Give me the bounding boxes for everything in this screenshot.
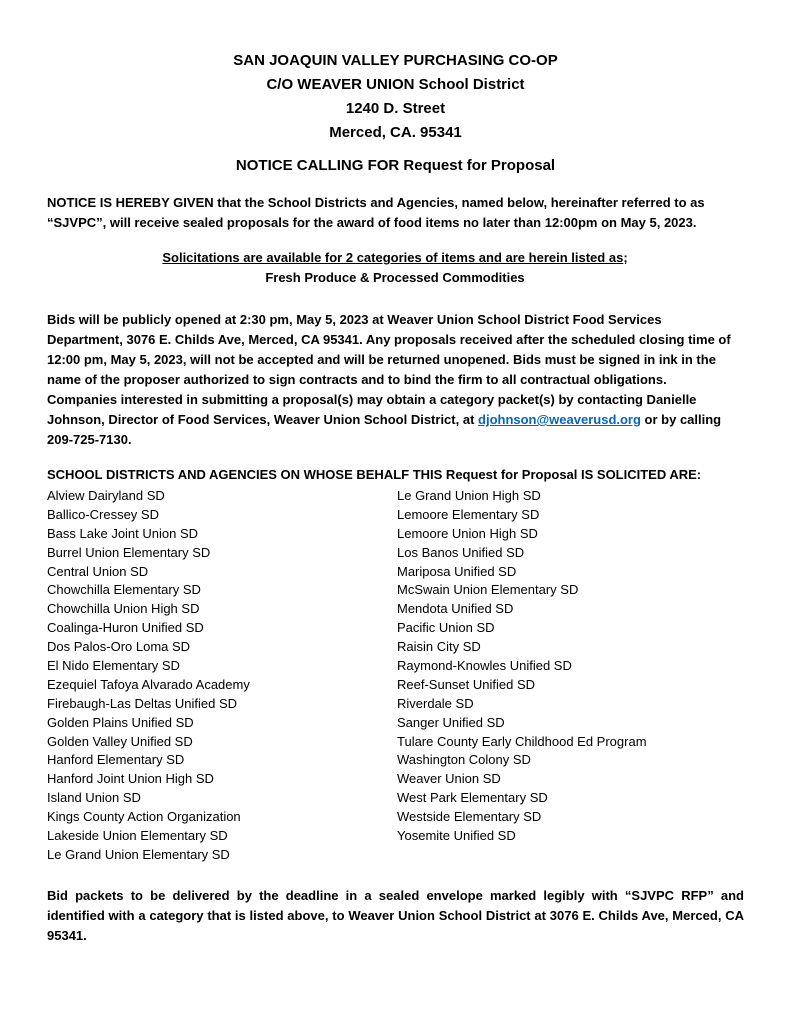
org-name: SAN JOAQUIN VALLEY PURCHASING CO-OP (233, 52, 558, 69)
org-care-of: C/O WEAVER UNION School District (266, 76, 525, 93)
district-list-item: Firebaugh-Las Deltas Unified SD (47, 695, 238, 711)
bid-text: Bids will be publicly opened at 2:30 pm, May 5, 2023 at Weaver Union School District Food Services Department, 3076 E. Childs Ave, Merced, CA 95341. Any proposals received after the scheduled closing time of 12:00 pm, May 5, 2023, will not be accepted and will be returned unopened. Bids must be signed in ink in the name of the proposer authorized to sign contracts and to bind the firm to all contractual obligations. Companies interested in submitting a proposal(s) may obtain a category packet(s) by contacting Danielle Johnson, Director of Food Services, Weaver Union School District, at (47, 312, 731, 427)
district-list-item: Riverdale SD (397, 695, 474, 711)
org-city: Merced, CA. 95341 (329, 124, 462, 141)
district-list-item: Hanford Elementary SD (47, 752, 185, 768)
notice-title: NOTICE CALLING FOR Request for Proposal (235, 157, 556, 174)
district-list-item: Mendota Unified SD (397, 601, 514, 617)
district-list-item: Burrel Union Elementary SD (47, 544, 211, 560)
closing-paragraph: Bid packets to be delivered by the deadline in a sealed envelope marked legibly with “SJVPC RFP” and identified with a category that is listed above, to Weaver Union School District at 3076 E. Childs Ave, Merced, CA 95341. (47, 888, 744, 943)
district-list-item: McSwain Union Elementary SD (397, 582, 579, 598)
district-list-item: Raisin City SD (397, 639, 481, 655)
district-list-item: Central Union SD (47, 563, 149, 579)
district-list-item: Golden Plains Unified SD (47, 714, 194, 730)
district-list-item: Dos Palos-Oro Loma SD (47, 639, 191, 655)
district-list-column-2 (397, 487, 757, 846)
district-list-item: Sanger Unified SD (397, 714, 505, 730)
district-list-item: Lemoore Elementary SD (397, 506, 540, 522)
district-list-item: Lakeside Union Elementary SD (47, 828, 228, 844)
solicitation-block (47, 248, 743, 288)
district-list-item: Le Grand Union High SD (397, 488, 541, 503)
district-list-item: Westside Elementary SD (397, 809, 542, 825)
district-list-item: Island Union SD (47, 790, 141, 806)
district-list-item: Mariposa Unified SD (397, 563, 517, 579)
document-header (0, 49, 791, 145)
district-list-item: Hanford Joint Union High SD (47, 771, 214, 787)
org-street: 1240 D. Street (345, 100, 446, 117)
district-list-item: Pacific Union SD (397, 620, 495, 636)
solicitation-suffix: ; (623, 250, 628, 265)
district-list-item: El Nido Elementary SD (47, 658, 180, 674)
bid-text-end: or by calling 209-725-7130. (47, 412, 722, 447)
district-list-item: Reef-Sunset Unified SD (397, 676, 536, 692)
district-list-item: Chowchilla Elementary SD (47, 582, 201, 598)
email-link[interactable]: djohnson@weaverusd.org (478, 412, 641, 427)
solicitation-categories: Fresh Produce & Processed Commodities (265, 270, 525, 285)
district-list-item: Golden Valley Unified SD (47, 733, 193, 749)
solicitation-line (47, 248, 743, 268)
district-list-item: Chowchilla Union High SD (47, 601, 200, 617)
solicitation-text: Solicitations are available for 2 categories of items and are herein listed as (162, 250, 624, 265)
district-list-item: Le Grand Union Elementary SD (47, 846, 230, 862)
intro-paragraph: NOTICE IS HEREBY GIVEN that the School Districts and Agencies, named below, hereinafter referred to as “SJVPC”, will receive sealed proposals for the award of food items no later than 12:00pm on May 5, 2023. (47, 195, 705, 230)
district-list-heading: SCHOOL DISTRICTS AND AGENCIES ON WHOSE BEHALF THIS Request for Proposal IS SOLICITED ARE: (47, 467, 702, 482)
district-list-item: Kings County Action Organization (47, 809, 241, 825)
district-list-item: Washington Colony SD (397, 752, 531, 768)
district-list-item: West Park Elementary SD (397, 790, 548, 806)
district-list-item: Weaver Union SD (397, 771, 501, 787)
district-list-item: Ballico-Cressey SD (47, 506, 159, 522)
district-list-item: Alview Dairyland SD (47, 488, 165, 503)
district-list-item: Lemoore Union High SD (397, 525, 538, 541)
district-list-item: Bass Lake Joint Union SD (47, 525, 199, 541)
district-list-item: Los Banos Unified SD (397, 544, 525, 560)
district-list-item: Tulare County Early Childhood Ed Program (397, 733, 647, 749)
bid-paragraph (47, 310, 737, 450)
district-list-item: Yosemite Unified SD (397, 828, 516, 844)
district-list-column-1 (47, 487, 377, 865)
district-list-item: Ezequiel Tafoya Alvarado Academy (47, 676, 250, 692)
district-list-item: Coalinga-Huron Unified SD (47, 620, 204, 636)
district-list-item: Raymond-Knowles Unified SD (397, 658, 572, 674)
